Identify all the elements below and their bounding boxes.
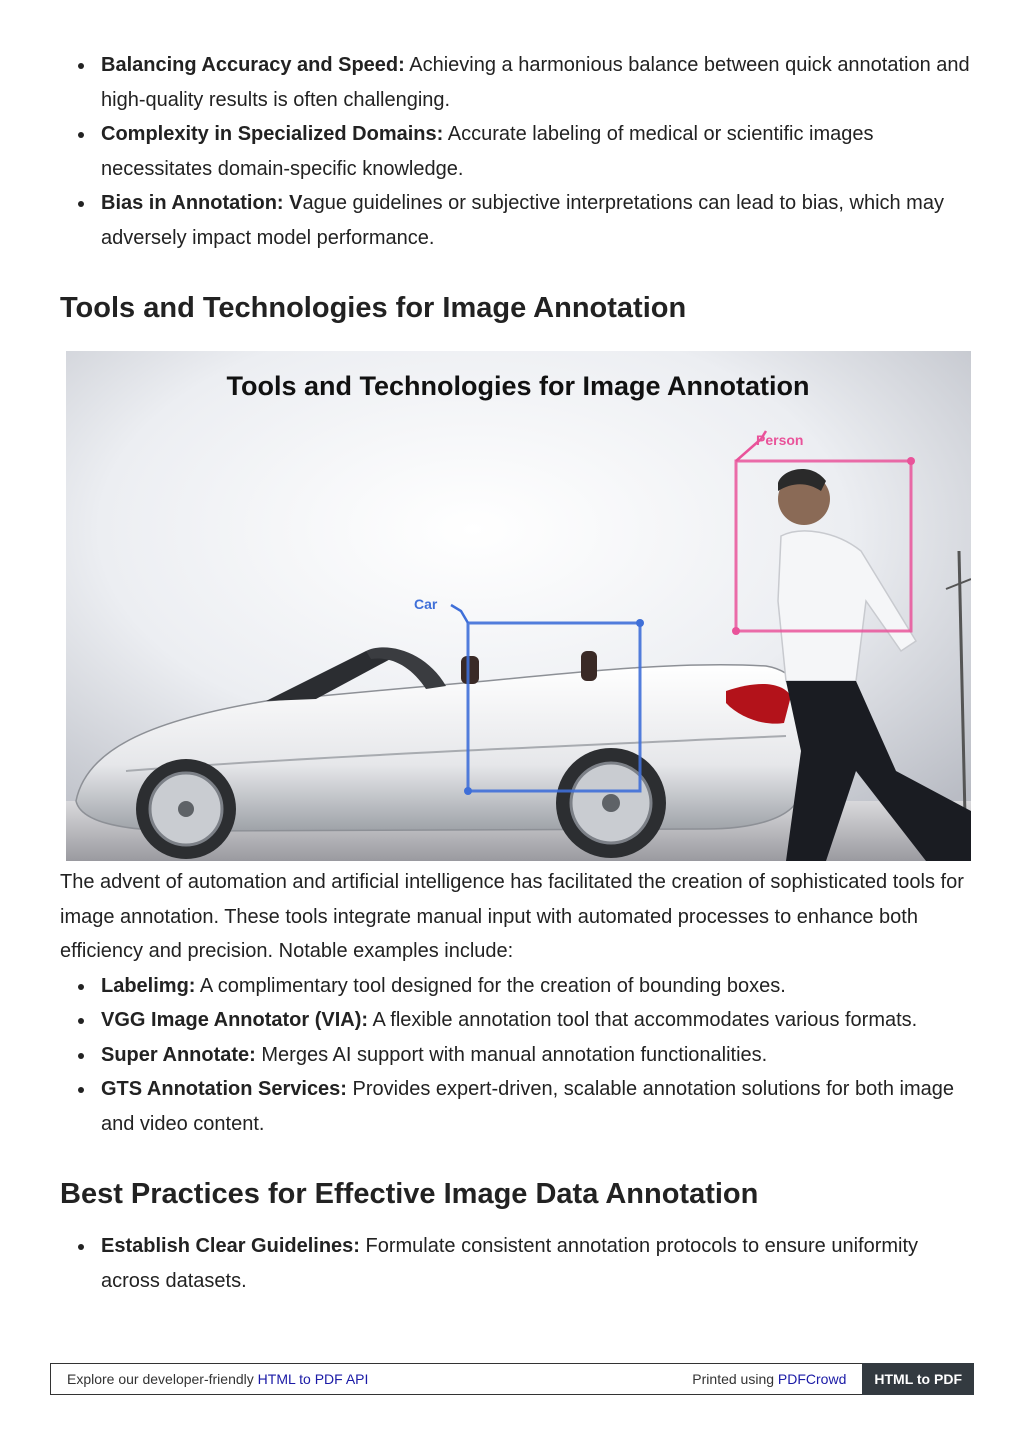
pdfcrowd-link[interactable]: PDFCrowd	[777, 1371, 847, 1387]
list-item-text: Merges AI support with manual annotation functionalities.	[255, 1043, 768, 1066]
list-item	[60, 1038, 974, 1073]
list-item-text: Formulate consistent annotation protocols to ensure uniformity across datasets.	[101, 1235, 919, 1292]
list-item-text: ague guidelines or subjective interpretations can lead to bias, which may adversely impact model performance.	[101, 192, 944, 249]
tools-list	[60, 969, 974, 1142]
document-page	[60, 48, 974, 1298]
list-item-term: Bias in Annotation: V	[101, 192, 303, 214]
footer-explore-text: Explore our developer-friendly	[67, 1371, 258, 1387]
list-item-term: Complexity in Specialized Domains:	[101, 123, 444, 145]
list-item-text: A complimentary tool designed for the creation of bounding boxes.	[195, 974, 786, 997]
annotation-illustration	[66, 351, 971, 861]
list-item	[60, 186, 974, 255]
pdf-footer-bar	[50, 1363, 974, 1395]
html-to-pdf-api-link[interactable]: HTML to PDF API	[257, 1371, 369, 1387]
footer-printed-text: Printed using	[692, 1371, 778, 1387]
list-item-term: Labelimg:	[101, 974, 196, 997]
list-item-term: Establish Clear Guidelines:	[101, 1235, 360, 1257]
list-item-text: Accurate labeling of medical or scientific images necessitates domain-specific knowledge.	[101, 123, 874, 180]
list-item	[60, 1229, 974, 1298]
car-label: Car	[414, 596, 438, 612]
list-item-term: GTS Annotation Services:	[101, 1078, 347, 1100]
tools-intro-paragraph: The advent of automation and artificial intelligence has facilitated the creation of sophisticated tools for image annotation. These tools integrate manual input with automated processes to enhance both efficiency and precision. Notable examples include:	[60, 871, 964, 962]
list-item	[60, 1003, 974, 1038]
list-item-term: VGG Image Annotator (VIA):	[101, 1009, 369, 1031]
figure-title: Tools and Technologies for Image Annotation	[226, 371, 810, 401]
footer-printed	[692, 1371, 862, 1387]
list-item	[60, 1072, 974, 1141]
list-item	[60, 969, 974, 1004]
best-practices-list	[60, 1229, 974, 1298]
html-to-pdf-button[interactable]: HTML to PDF	[862, 1363, 974, 1395]
list-item	[60, 48, 974, 117]
section-heading-tools: Tools and Technologies for Image Annotation	[60, 292, 687, 324]
person-label: Person	[756, 432, 804, 448]
section-heading-best-practices: Best Practices for Effective Image Data Annotation	[60, 1178, 759, 1210]
list-item-term: Super Annotate:	[101, 1043, 256, 1066]
annotation-figure	[66, 351, 971, 861]
footer-explore	[51, 1371, 692, 1387]
list-item-text: Provides expert-driven, scalable annotation solutions for both image and video content.	[101, 1078, 954, 1135]
list-item-term: Balancing Accuracy and Speed:	[101, 54, 405, 76]
list-item-text: Achieving a harmonious balance between quick annotation and high-quality results is often challenging.	[101, 54, 970, 111]
list-item-text: A flexible annotation tool that accommodates various formats.	[368, 1009, 918, 1031]
list-item	[60, 117, 974, 186]
challenges-list	[60, 48, 974, 255]
